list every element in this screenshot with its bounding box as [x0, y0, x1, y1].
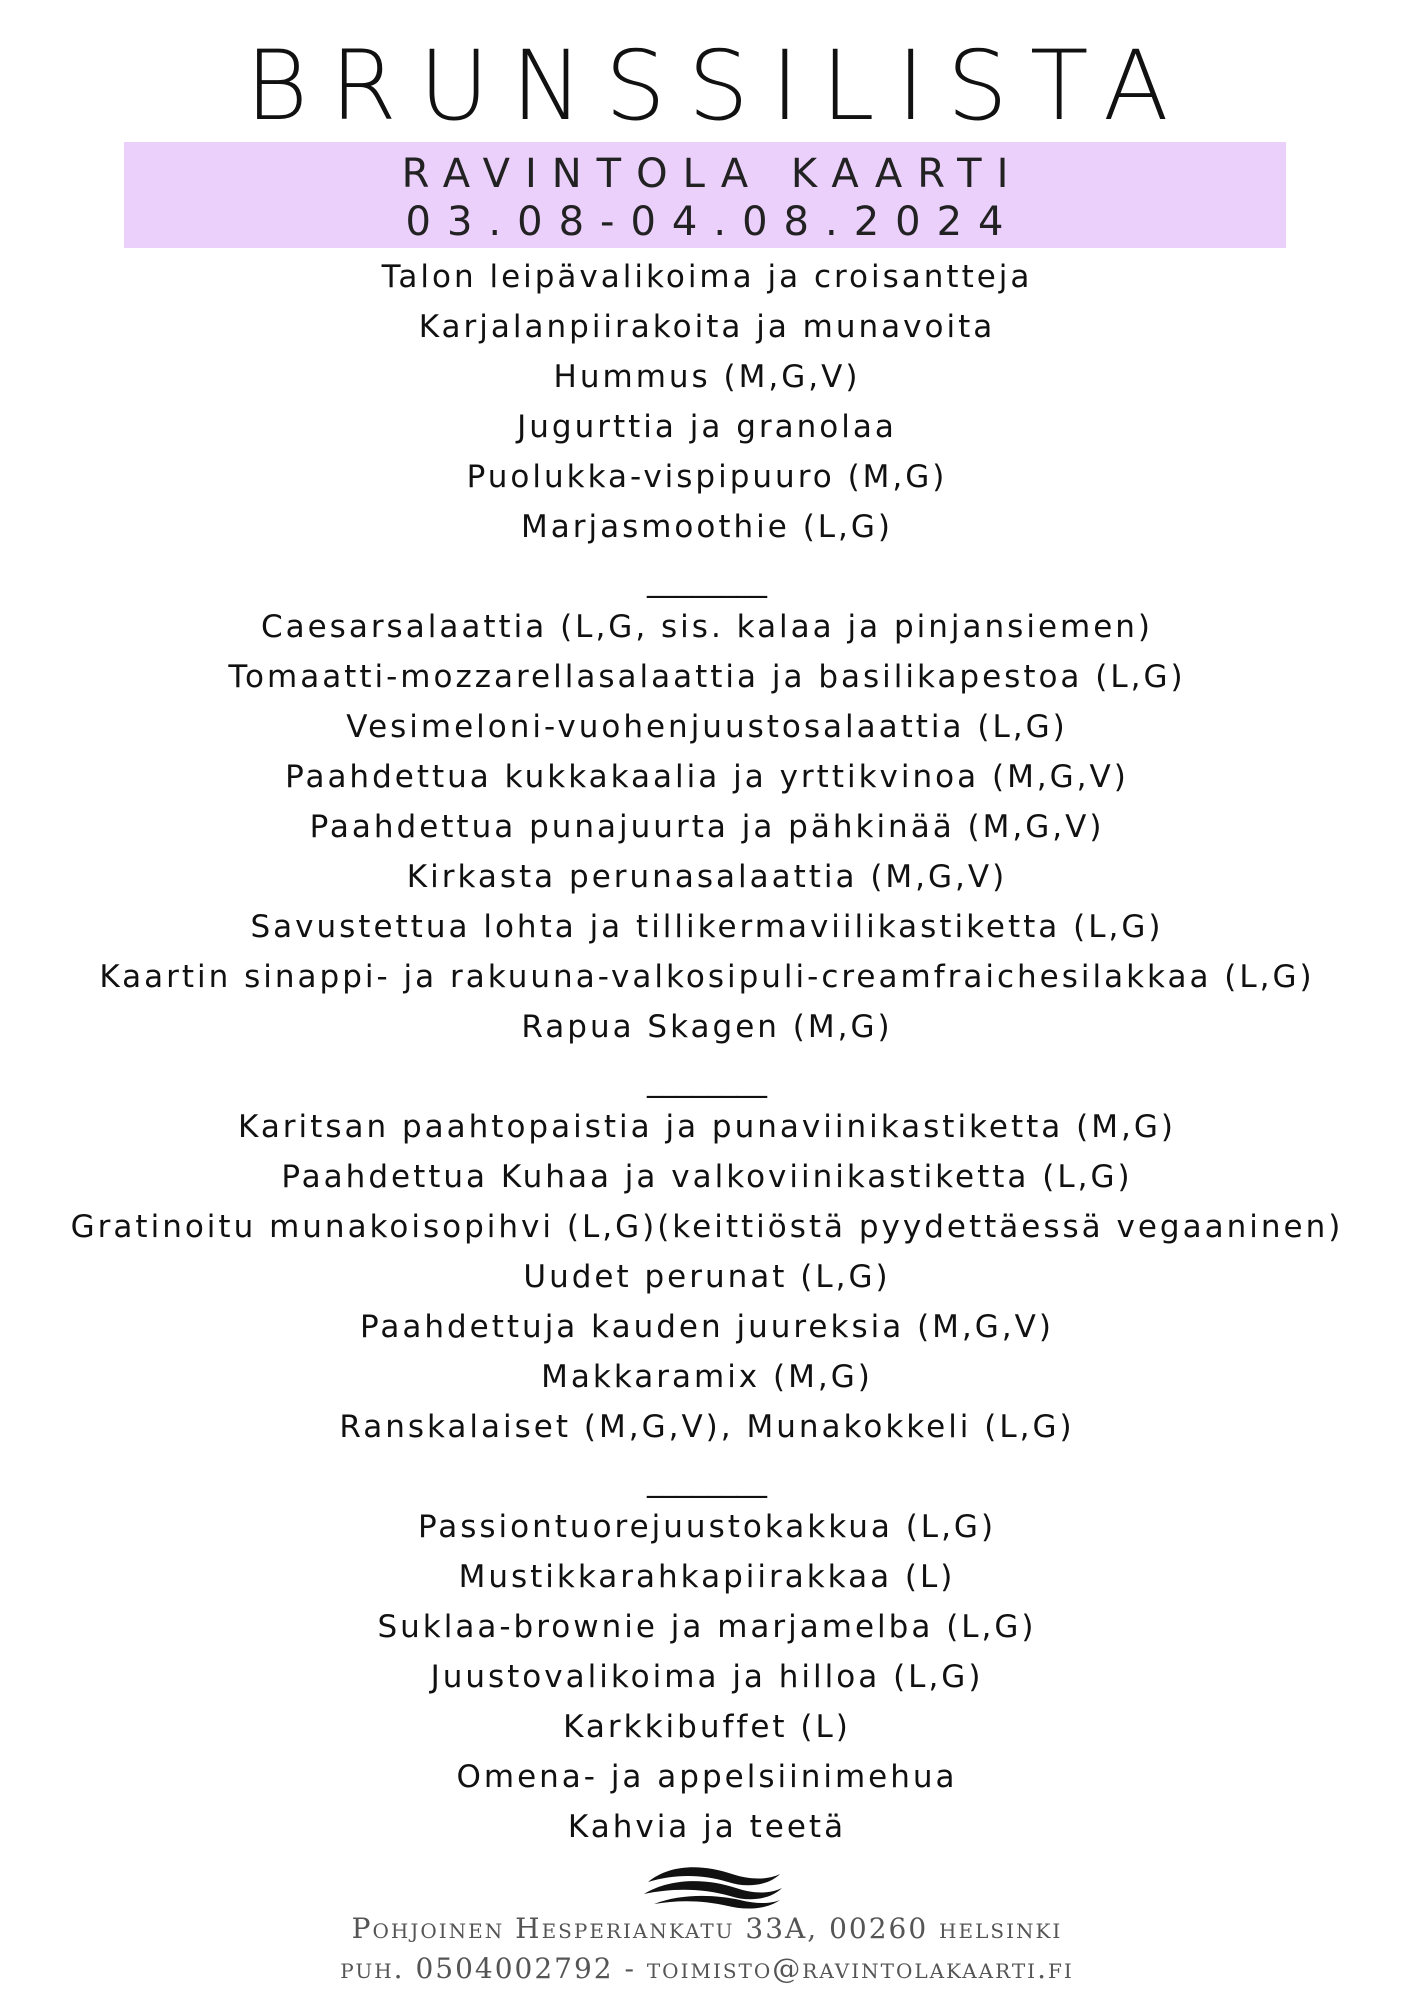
- wave-logo-icon: [640, 1860, 785, 1912]
- section-divider: ________: [647, 1064, 767, 1099]
- menu-item: Vesimeloni-vuohenjuustosalaattia (L,G): [346, 709, 1068, 745]
- menu-item: Juustovalikoima ja hilloa (L,G): [430, 1659, 984, 1695]
- menu-item: Ranskalaiset (M,G,V), Munakokkeli (L,G): [339, 1409, 1075, 1445]
- menu-item: Kaartin sinappi- ja rakuuna-valkosipuli-creamfraichesilakkaa (L,G): [99, 959, 1315, 995]
- menu-item: Marjasmoothie (L,G): [520, 509, 894, 545]
- menu-item: Rapua Skagen (M,G): [521, 1009, 893, 1045]
- page-title: BRUNSSILISTA: [245, 30, 1191, 142]
- menu-item: Paahdettua punajuurta ja pähkinää (M,G,V): [309, 809, 1105, 845]
- menu-item: Karitsan paahtopaistia ja punaviinikastiketta (M,G): [238, 1109, 1176, 1145]
- section-divider: ________: [647, 564, 767, 599]
- menu-item: Caesarsalaattia (L,G, sis. kalaa ja pinjansiemen): [260, 609, 1154, 645]
- menu-item: Hummus (M,G,V): [553, 359, 861, 395]
- menu-item: Talon leipävalikoima ja croisantteja: [381, 259, 1033, 295]
- menu-item: Karkkibuffet (L): [563, 1709, 851, 1745]
- menu-item: Puolukka-vispipuuro (M,G): [466, 459, 948, 495]
- menu-item: Tomaatti-mozzarellasalaattia ja basilikapestoa (L,G): [228, 659, 1186, 695]
- menu-item: Kahvia ja teetä: [567, 1809, 847, 1845]
- footer-address: Pohjoinen Hesperiankatu 33A, 00260 helsinki: [351, 1912, 1063, 1945]
- menu-item: Paahdettua Kuhaa ja valkoviinikastiketta (L,G): [281, 1159, 1133, 1195]
- menu-item: Paahdettuja kauden juureksia (M,G,V): [360, 1309, 1054, 1345]
- menu-item: Paahdettua kukkakaalia ja yrttikvinoa (M,G,V): [285, 759, 1129, 795]
- header-banner: [124, 142, 1286, 248]
- menu-item: Passiontuorejuustokakkua (L,G): [417, 1509, 997, 1545]
- menu-item: Makkaramix (M,G): [541, 1359, 873, 1395]
- menu-item: Omena- ja appelsiinimehua: [456, 1759, 958, 1795]
- menu-item: Mustikkarahkapiirakkaa (L): [458, 1559, 956, 1595]
- menu-item: Jugurttia ja granolaa: [517, 409, 897, 445]
- footer-contact: puh. 0504002792 - toimisto@ravintolakaarti.fi: [340, 1952, 1074, 1985]
- menu-item: Karjalanpiirakoita ja munavoita: [418, 309, 996, 345]
- menu-item: Kirkasta perunasalaattia (M,G,V): [406, 859, 1008, 895]
- menu-item: Gratinoitu munakoisopihvi (L,G)(keittiöstä pyydettäessä vegaaninen): [70, 1209, 1344, 1245]
- menu-item: Savustettua lohta ja tillikermaviilikastiketta (L,G): [250, 909, 1164, 945]
- section-divider: ________: [647, 1464, 767, 1499]
- event-dates: 03.08-04.08.2024: [405, 199, 1020, 245]
- menu-item: Uudet perunat (L,G): [523, 1259, 891, 1295]
- menu-item: Suklaa-brownie ja marjamelba (L,G): [377, 1609, 1037, 1645]
- restaurant-name: RAVINTOLA KAARTI: [401, 151, 1024, 197]
- menu-list: [0, 252, 1414, 1852]
